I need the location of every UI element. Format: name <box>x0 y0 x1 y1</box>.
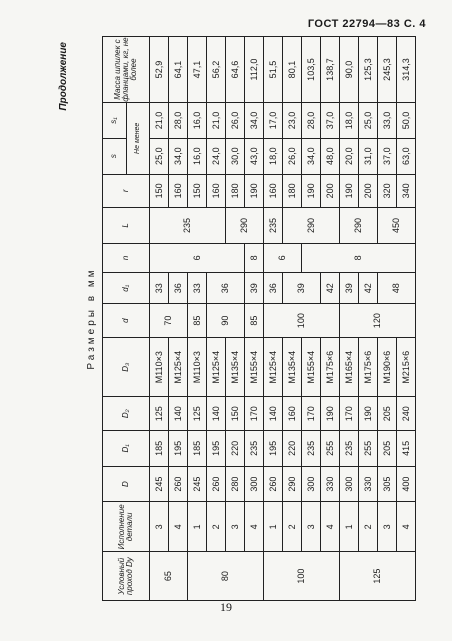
cell-mass: 314,3 <box>397 37 416 103</box>
cell-variant: 1 <box>188 502 207 552</box>
cell-mass: 51,5 <box>264 37 283 103</box>
cell-r: 340 <box>397 174 416 208</box>
cell-r: 200 <box>359 174 378 208</box>
cell-d: 85 <box>245 304 264 338</box>
cell-variant: 3 <box>150 502 169 552</box>
table-row <box>264 37 283 601</box>
cell-D1: 195 <box>169 431 188 467</box>
col-s: s <box>103 138 127 174</box>
cell-D3: M165×4 <box>340 337 359 397</box>
cell-s1: 23,0 <box>283 103 302 139</box>
cell-D2: 125 <box>188 397 207 431</box>
cell-variant: 2 <box>207 502 226 552</box>
cell-D2: 170 <box>245 397 264 431</box>
cell-d1: 39 <box>283 273 321 304</box>
cell-mass: 64,1 <box>169 37 188 103</box>
cell-variant: 1 <box>340 502 359 552</box>
table-header-row <box>103 37 127 601</box>
cell-D3: M135×4 <box>226 337 245 397</box>
cell-D: 245 <box>188 466 207 502</box>
cell-s1: 33,0 <box>378 103 397 139</box>
cell-D1: 255 <box>321 431 340 467</box>
rotated-content <box>56 36 426 601</box>
cell-r: 160 <box>264 174 283 208</box>
cell-L: 235 <box>150 208 226 244</box>
col-D3: D₃ <box>103 337 150 397</box>
cell-D: 305 <box>378 466 397 502</box>
cell-s1: 21,0 <box>207 103 226 139</box>
col-r: r <box>103 174 150 208</box>
cell-dy: 80 <box>188 552 264 601</box>
col-d: d <box>103 304 150 338</box>
cell-D: 300 <box>340 466 359 502</box>
cell-variant: 2 <box>359 502 378 552</box>
cell-variant: 3 <box>302 502 321 552</box>
col-L: L <box>103 208 150 244</box>
cell-D: 330 <box>359 466 378 502</box>
table-row <box>207 37 226 601</box>
cell-r: 180 <box>283 174 302 208</box>
cell-d1: 36 <box>169 273 188 304</box>
col-variant: Исполнение детали <box>103 502 150 552</box>
cell-s1: 28,0 <box>302 103 321 139</box>
cell-D2: 140 <box>264 397 283 431</box>
cell-D1: 195 <box>264 431 283 467</box>
table-row <box>340 37 359 601</box>
cell-D2: 140 <box>169 397 188 431</box>
cell-d: 85 <box>188 304 207 338</box>
cell-mass: 103,5 <box>302 37 321 103</box>
cell-D1: 220 <box>226 431 245 467</box>
cell-D1: 235 <box>302 431 321 467</box>
cell-dy: 100 <box>264 552 340 601</box>
cell-s1: 37,0 <box>321 103 340 139</box>
cell-s1: 17,0 <box>264 103 283 139</box>
cell-variant: 1 <box>264 502 283 552</box>
cell-s1: 18,0 <box>340 103 359 139</box>
cell-D3: M155×4 <box>302 337 321 397</box>
cell-s: 20,0 <box>340 138 359 174</box>
cell-s: 43,0 <box>245 138 264 174</box>
cell-D3: M190×6 <box>378 337 397 397</box>
cell-D: 290 <box>283 466 302 502</box>
col-mass: Масса шпилек с фланцами, кг, не более <box>103 37 150 103</box>
cell-s: 18,0 <box>264 138 283 174</box>
cell-D2: 160 <box>283 397 302 431</box>
cell-d1: 42 <box>359 273 378 304</box>
cell-D3: M125×4 <box>169 337 188 397</box>
cell-D1: 195 <box>207 431 226 467</box>
cell-D2: 240 <box>397 397 416 431</box>
cell-s: 25,0 <box>150 138 169 174</box>
cell-D1: 235 <box>245 431 264 467</box>
col-D2: D₂ <box>103 397 150 431</box>
document-header: ГОСТ 22794—83 С. 4 <box>307 18 426 30</box>
col-s1: s₁ <box>103 103 127 139</box>
cell-s1: 21,0 <box>150 103 169 139</box>
cell-D: 260 <box>264 466 283 502</box>
cell-variant: 4 <box>169 502 188 552</box>
cell-D2: 190 <box>321 397 340 431</box>
cell-D3: M175×6 <box>359 337 378 397</box>
col-n: n <box>103 243 150 272</box>
cell-L: 450 <box>378 208 416 244</box>
cell-d1: 39 <box>245 273 264 304</box>
cell-s: 63,0 <box>397 138 416 174</box>
cell-L: 290 <box>283 208 340 244</box>
cell-D2: 170 <box>340 397 359 431</box>
cell-n: 8 <box>302 243 416 272</box>
cell-d1: 42 <box>321 273 340 304</box>
cell-s: 37,0 <box>378 138 397 174</box>
cell-D3: M155×4 <box>245 337 264 397</box>
cell-D1: 185 <box>150 431 169 467</box>
cell-mass: 138,7 <box>321 37 340 103</box>
cell-dy: 65 <box>150 552 188 601</box>
col-min: Не менее <box>126 103 150 174</box>
cell-d1: 33 <box>150 273 169 304</box>
cell-r: 160 <box>207 174 226 208</box>
cell-D3: M125×4 <box>264 337 283 397</box>
cell-D1: 185 <box>188 431 207 467</box>
cell-n: 8 <box>245 243 264 272</box>
cell-D: 300 <box>302 466 321 502</box>
cell-r: 180 <box>226 174 245 208</box>
cell-variant: 3 <box>378 502 397 552</box>
cell-D: 400 <box>397 466 416 502</box>
cell-D: 260 <box>169 466 188 502</box>
cell-D: 300 <box>245 466 264 502</box>
cell-D2: 190 <box>359 397 378 431</box>
cell-d1: 48 <box>378 273 416 304</box>
cell-d1: 36 <box>207 273 245 304</box>
col-D: D <box>103 466 150 502</box>
cell-s: 31,0 <box>359 138 378 174</box>
cell-d: 70 <box>150 304 188 338</box>
cell-D3: M215×6 <box>397 337 416 397</box>
cell-mass: 90,0 <box>340 37 359 103</box>
cell-s: 16,0 <box>188 138 207 174</box>
cell-D3: M125×4 <box>207 337 226 397</box>
cell-s: 26,0 <box>283 138 302 174</box>
cell-variant: 4 <box>397 502 416 552</box>
cell-d1: 39 <box>340 273 359 304</box>
cell-variant: 4 <box>245 502 264 552</box>
cell-d: 100 <box>264 304 340 338</box>
cell-D1: 415 <box>397 431 416 467</box>
cell-s: 30,0 <box>226 138 245 174</box>
cell-D2: 125 <box>150 397 169 431</box>
cell-r: 160 <box>169 174 188 208</box>
cell-d1: 33 <box>188 273 207 304</box>
table-row <box>188 37 207 601</box>
dimensions-table <box>102 36 416 601</box>
cell-n: 6 <box>264 243 302 272</box>
cell-s1: 50,0 <box>397 103 416 139</box>
cell-s1: 16,0 <box>188 103 207 139</box>
cell-variant: 4 <box>321 502 340 552</box>
col-dy: Условный проход Dу <box>103 552 150 601</box>
cell-D1: 255 <box>359 431 378 467</box>
cell-L: 235 <box>264 208 283 244</box>
cell-s: 34,0 <box>302 138 321 174</box>
cell-n: 6 <box>150 243 245 272</box>
table-row <box>245 37 264 601</box>
cell-mass: 245,3 <box>378 37 397 103</box>
cell-D: 330 <box>321 466 340 502</box>
cell-mass: 56,2 <box>207 37 226 103</box>
cell-D: 260 <box>207 466 226 502</box>
cell-r: 150 <box>150 174 169 208</box>
cell-s: 34,0 <box>169 138 188 174</box>
cell-D2: 170 <box>302 397 321 431</box>
cell-s1: 34,0 <box>245 103 264 139</box>
cell-s: 24,0 <box>207 138 226 174</box>
page-number: 19 <box>220 600 232 614</box>
cell-s1: 26,0 <box>226 103 245 139</box>
cell-d: 90 <box>207 304 245 338</box>
cell-D2: 205 <box>378 397 397 431</box>
cell-s1: 28,0 <box>169 103 188 139</box>
cell-L: 290 <box>226 208 264 244</box>
cell-mass: 125,3 <box>359 37 378 103</box>
cell-r: 190 <box>302 174 321 208</box>
continued-label: Продолжение <box>58 42 69 111</box>
col-D1: D₁ <box>103 431 150 467</box>
cell-D1: 205 <box>378 431 397 467</box>
cell-d: 120 <box>340 304 416 338</box>
cell-D3: M175×6 <box>321 337 340 397</box>
cell-mass: 47,1 <box>188 37 207 103</box>
cell-s: 48,0 <box>321 138 340 174</box>
table-caption: Размеры в мм <box>86 267 97 370</box>
cell-D3: M110×3 <box>150 337 169 397</box>
cell-D3: M110×3 <box>188 337 207 397</box>
cell-L: 290 <box>340 208 378 244</box>
cell-s1: 25,0 <box>359 103 378 139</box>
cell-dy: 125 <box>340 552 416 601</box>
cell-D1: 235 <box>340 431 359 467</box>
rotated-table-area <box>56 36 426 601</box>
cell-r: 200 <box>321 174 340 208</box>
cell-mass: 52,9 <box>150 37 169 103</box>
cell-mass: 80,1 <box>283 37 302 103</box>
cell-variant: 3 <box>226 502 245 552</box>
cell-mass: 112,0 <box>245 37 264 103</box>
cell-r: 190 <box>340 174 359 208</box>
cell-D: 280 <box>226 466 245 502</box>
cell-r: 150 <box>188 174 207 208</box>
cell-D2: 150 <box>226 397 245 431</box>
cell-r: 190 <box>245 174 264 208</box>
cell-d1: 36 <box>264 273 283 304</box>
cell-D2: 140 <box>207 397 226 431</box>
col-d1: d₁ <box>103 273 150 304</box>
cell-r: 320 <box>378 174 397 208</box>
cell-mass: 64,6 <box>226 37 245 103</box>
table-row <box>150 37 169 601</box>
cell-D3: M135×4 <box>283 337 302 397</box>
cell-D1: 220 <box>283 431 302 467</box>
cell-variant: 2 <box>283 502 302 552</box>
cell-D: 245 <box>150 466 169 502</box>
